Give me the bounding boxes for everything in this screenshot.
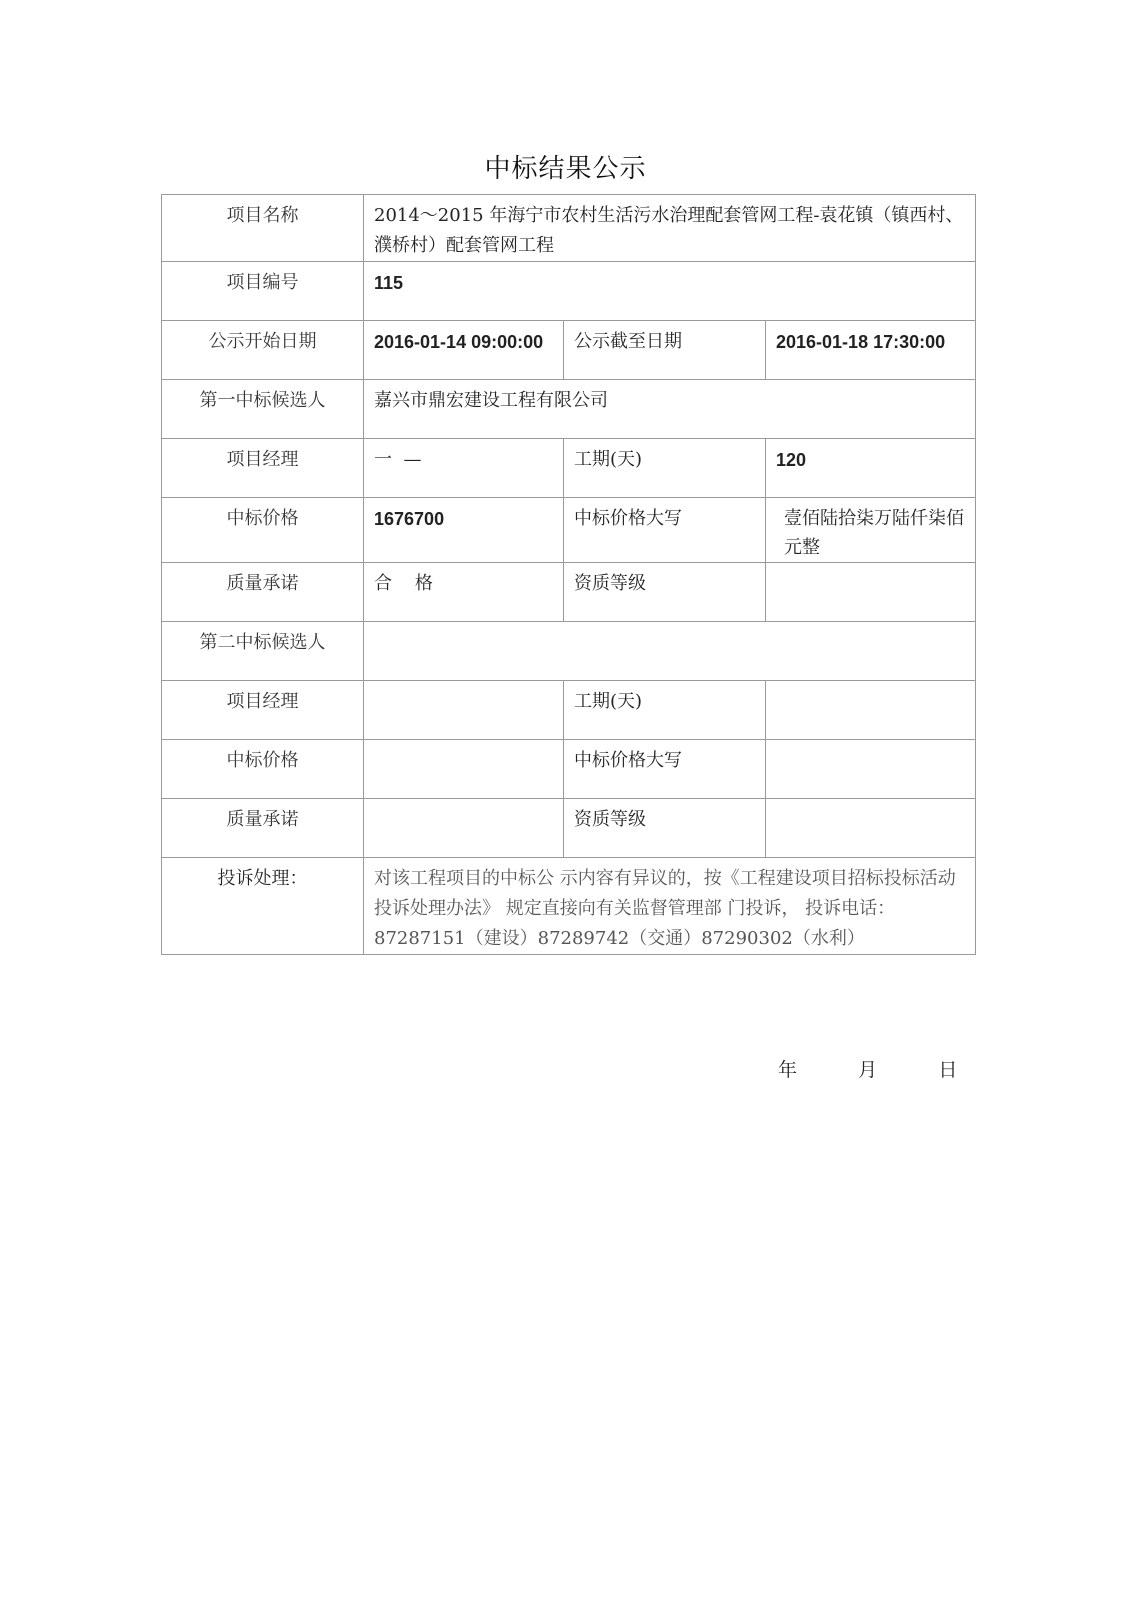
first-period-value: 120	[766, 439, 976, 498]
row-first-price	[162, 498, 976, 563]
first-pm-label: 项目经理	[162, 439, 364, 498]
first-price-upper-label: 中标价格大写	[564, 498, 766, 563]
row-first-candidate	[162, 380, 976, 439]
first-qualification-value	[766, 563, 976, 622]
date-line: 年 月 日	[778, 1059, 959, 1081]
second-qualification-label: 资质等级	[564, 799, 766, 858]
second-period-value	[766, 681, 976, 740]
second-pm-label: 项目经理	[162, 681, 364, 740]
start-date-value: 2016-01-14 09:00:00	[364, 321, 564, 380]
end-date-value: 2016-01-18 17:30:00	[766, 321, 976, 380]
project-name-value: 2014～2015 年海宁市农村生活污水治理配套管网工程-袁花镇（镇西村、濮桥村）配套管网工程	[364, 195, 976, 262]
second-quality-value	[364, 799, 564, 858]
first-price-upper-value: 壹佰陆拾柒万陆仟柒佰元整	[766, 498, 976, 563]
second-price-value	[364, 740, 564, 799]
second-quality-label: 质量承诺	[162, 799, 364, 858]
row-second-price	[162, 740, 976, 799]
start-date-label: 公示开始日期	[162, 321, 364, 380]
result-table	[161, 194, 976, 955]
page-title: 中标结果公示	[484, 154, 647, 184]
second-price-label: 中标价格	[162, 740, 364, 799]
second-candidate-label: 第二中标候选人	[162, 622, 364, 681]
row-second-candidate	[162, 622, 976, 681]
row-dates	[162, 321, 976, 380]
first-quality-value: 合 格	[364, 563, 564, 622]
first-period-label: 工期(天)	[564, 439, 766, 498]
project-name-label: 项目名称	[162, 195, 364, 262]
first-candidate-label: 第一中标候选人	[162, 380, 364, 439]
row-second-quality	[162, 799, 976, 858]
row-project-name	[162, 195, 976, 262]
first-price-value: 1676700	[364, 498, 564, 563]
second-candidate-value	[364, 622, 976, 681]
second-pm-value	[364, 681, 564, 740]
second-price-upper-value	[766, 740, 976, 799]
second-price-upper-label: 中标价格大写	[564, 740, 766, 799]
complaint-value: 对该工程项目的中标公 示内容有异议的，按《工程建设项目招标投标活动投诉处理办法》 规定直接向有关监督管理部 门投诉， 投诉电话：87287151（建设）87289742（交通）87290302（水利）	[364, 858, 976, 955]
project-no-label: 项目编号	[162, 262, 364, 321]
complaint-label: 投诉处理：	[162, 858, 364, 955]
second-period-label: 工期(天)	[564, 681, 766, 740]
second-qualification-value	[766, 799, 976, 858]
row-first-quality	[162, 563, 976, 622]
project-no-value: 115	[364, 262, 976, 321]
row-project-no	[162, 262, 976, 321]
first-quality-label: 质量承诺	[162, 563, 364, 622]
first-qualification-label: 资质等级	[564, 563, 766, 622]
first-pm-value: 一 —	[364, 439, 564, 498]
row-first-pm	[162, 439, 976, 498]
first-candidate-value: 嘉兴市鼎宏建设工程有限公司	[364, 380, 976, 439]
row-complaint	[162, 858, 976, 955]
end-date-label: 公示截至日期	[564, 321, 766, 380]
first-price-label: 中标价格	[162, 498, 364, 563]
row-second-pm	[162, 681, 976, 740]
